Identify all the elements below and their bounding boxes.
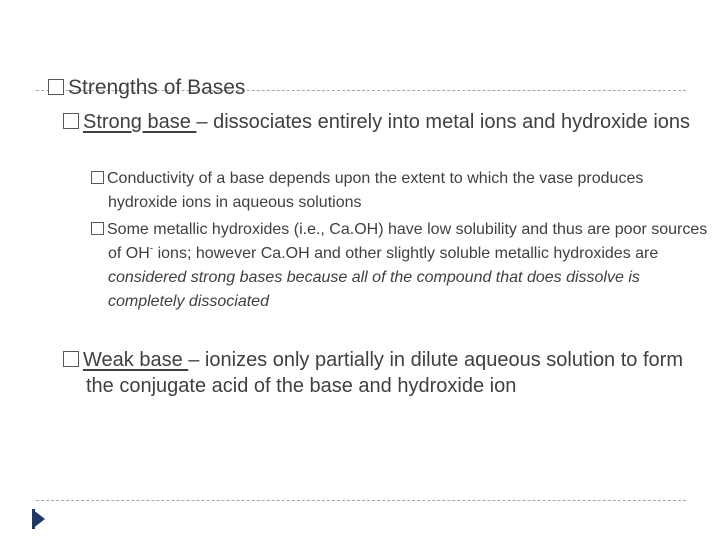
square-bullet-icon	[63, 113, 79, 129]
metallic-text-middle: ions; however Ca.OH and other slightly soluble metallic hydroxides are	[153, 245, 659, 262]
square-bullet-icon	[91, 222, 104, 235]
hydroxide-charge: -	[149, 243, 154, 255]
square-bullet-icon	[91, 171, 104, 184]
slide-title: Strengths of Bases	[68, 76, 246, 99]
square-bullet-icon	[48, 79, 64, 95]
metallic-text-start: Some metallic hydroxides (i.e., Ca.OH) have low solubility and thus are poor sources of OH	[107, 221, 708, 262]
conductivity-subpoint	[91, 167, 708, 215]
conductivity-text: Conductivity of a base depends upon the extent to which the vase produces hydroxide ions in aqueous solutions	[107, 170, 644, 211]
metallic-hydroxides-subpoint	[91, 218, 708, 314]
strong-base-point	[63, 109, 696, 135]
metallic-text-italic: considered strong bases because all of the compound that does dissolve is completely dissociated	[108, 269, 640, 310]
strong-base-term: Strong base	[83, 111, 197, 133]
square-bullet-icon	[63, 351, 79, 367]
slide-title-row	[48, 75, 245, 101]
weak-base-point	[63, 347, 696, 399]
weak-base-definition: – ionizes only partially in dilute aqueous solution to form the conjugate acid of the base and hydroxide ion	[86, 349, 683, 397]
weak-base-term: Weak base	[83, 349, 189, 371]
bottom-divider	[36, 500, 686, 501]
next-slide-arrow-icon[interactable]	[32, 509, 45, 529]
strong-base-definition: – dissociates entirely into metal ions and hydroxide ions	[196, 111, 691, 133]
